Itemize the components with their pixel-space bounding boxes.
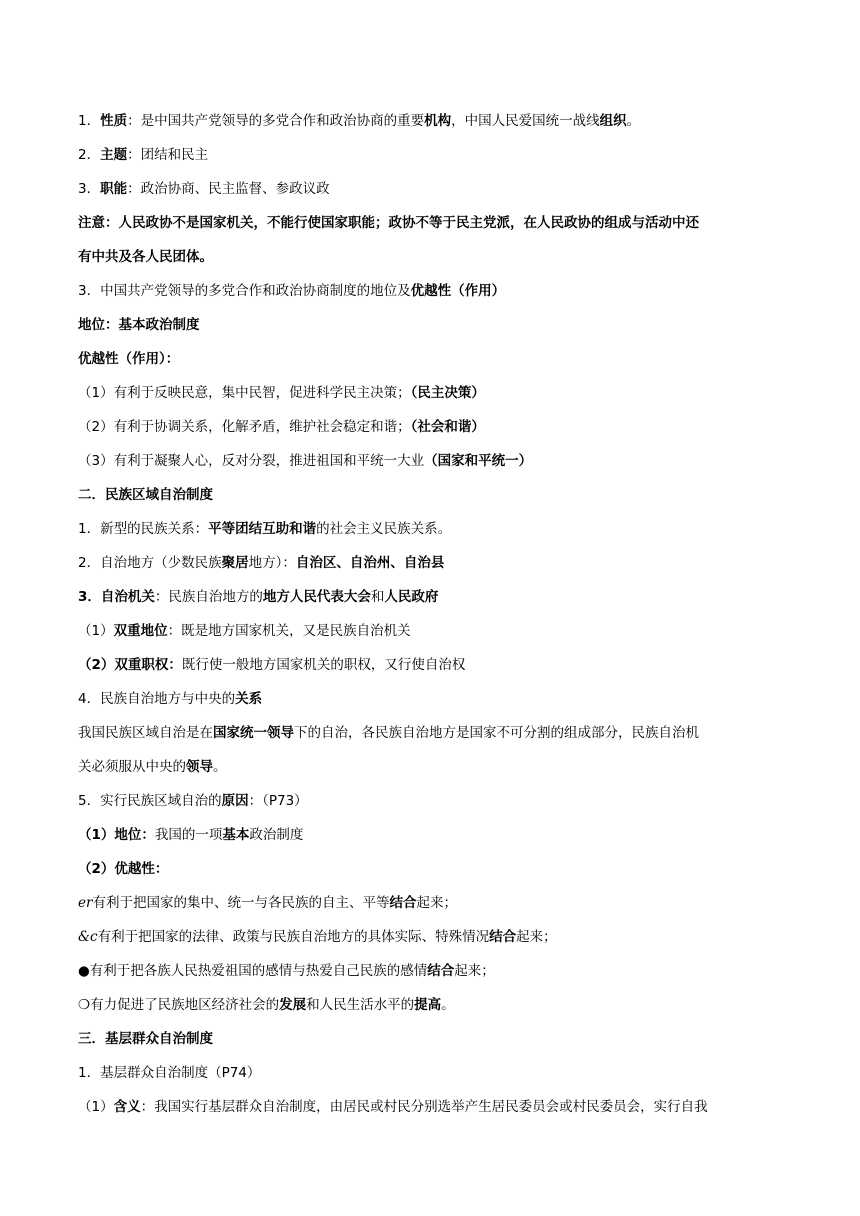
note-line-2: 有中共及各人民团体。 bbox=[78, 249, 213, 265]
reason-item-2: &c有利于把国家的法律、政策与民族自治地方的具体实际、特殊情况结合起来； bbox=[78, 929, 557, 945]
cppcc-theme: 2．主题：团结和民主 bbox=[78, 147, 209, 163]
ethnic-relations: 1．新型的民族关系：平等团结互助和谐的社会主义民族关系。 bbox=[78, 521, 452, 537]
status-line: 地位：基本政治制度 bbox=[78, 317, 200, 333]
advantage-heading: 优越性（作用）： bbox=[78, 351, 180, 367]
autonomous-areas: 2．自治地方（少数民族聚居地方）：自治区、自治州、自治县 bbox=[78, 555, 445, 571]
advantage-item-1: （1）有利于反映民意，集中民智，促进科学民主决策；（民主决策） bbox=[78, 385, 485, 401]
dual-powers: （2）双重职权：既行使一般地方国家机关的职权，又行使自治权 bbox=[78, 657, 466, 673]
grassroots-definition: （1）含义：我国实行基层群众自治制度，由居民或村民分别选举产生居民委员会或村民委员会，实行自我 bbox=[78, 1099, 708, 1115]
item-marker: er bbox=[78, 895, 93, 911]
advantage-item-3: （3）有利于凝聚人心，反对分裂，推进祖国和平统一大业（国家和平统一） bbox=[78, 453, 533, 469]
reason-advantage-heading: （2）优越性： bbox=[78, 861, 169, 877]
note-line-1: 注意：人民政协不是国家机关，不能行使国家职能；政协不等于民主党派，在人民政协的组成与活动中还 bbox=[78, 215, 699, 231]
reason-status: （1）地位：我国的一项基本政治制度 bbox=[78, 827, 304, 843]
dual-status: （1）双重地位：既是地方国家机关，又是民族自治机关 bbox=[78, 623, 411, 639]
section-heading-grassroots: 三．基层群众自治制度 bbox=[78, 1031, 213, 1047]
cppcc-functions: 3．职能：政治协商、民主监督、参政议政 bbox=[78, 181, 330, 197]
reasons-heading: 5．实行民族区域自治的原因：（P73） bbox=[78, 793, 308, 809]
central-relation-heading: 4．民族自治地方与中央的关系 bbox=[78, 691, 263, 707]
reason-item-3: ●有利于把各族人民热爱祖国的感情与热爱自己民族的感情结合起来； bbox=[78, 963, 495, 979]
advantage-item-2: （2）有利于协调关系，化解矛盾，维护社会稳定和谐；（社会和谐） bbox=[78, 419, 485, 435]
section-heading-ethnic-autonomy: 二．民族区域自治制度 bbox=[78, 487, 213, 503]
central-relation-line-1: 我国民族区域自治是在国家统一领导下的自治，各民族自治地方是国家不可分割的组成部分，民族自治机 bbox=[78, 725, 699, 741]
cppcc-nature: 1．性质：是中国共产党领导的多党合作和政治协商的重要机构，中国人民爱国统一战线组织。 bbox=[78, 113, 641, 129]
item-marker: ❍ bbox=[78, 997, 91, 1013]
central-relation-line-2: 关必须服从中央的领导。 bbox=[78, 759, 227, 775]
grassroots-heading: 1．基层群众自治制度（P74） bbox=[78, 1065, 261, 1081]
reason-item-1: er有利于把国家的集中、统一与各民族的自主、平等结合起来； bbox=[78, 895, 457, 911]
reason-item-4: ❍有力促进了民族地区经济社会的发展和人民生活水平的提高。 bbox=[78, 997, 455, 1013]
item-marker: &c bbox=[78, 929, 98, 945]
item-marker: ● bbox=[78, 963, 90, 979]
autonomous-organs: 3．自治机关：民族自治地方的地方人民代表大会和人民政府 bbox=[78, 589, 439, 605]
system-status-heading: 3．中国共产党领导的多党合作和政治协商制度的地位及优越性（作用） bbox=[78, 283, 506, 299]
